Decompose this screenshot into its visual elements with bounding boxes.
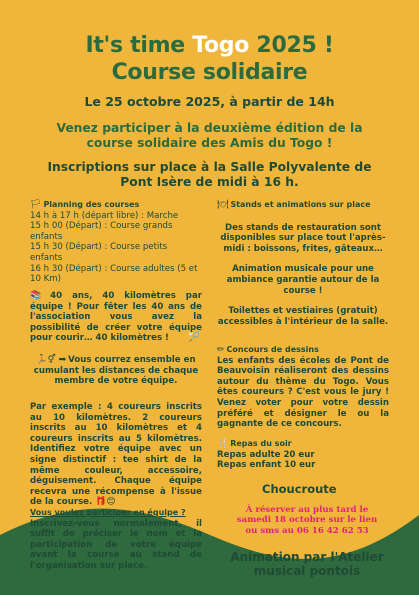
cutlery-icon: 🍴: [217, 439, 229, 449]
runner-arrow-icon: 🏃⚥ ➡: [36, 355, 67, 365]
example-section: Par exemple : 4 coureurs inscrits au 10 kilomètres. 2 coureurs inscrits au 10 kilomètres et 4 coureurs inscrits au 5 kilomètres. Identifiez votre équipe avec un signe distinctif : tee shirt de la même couleur, accessoire, déguisement. Chaque équipe recevra une récompense à l'issue de la course. 🎁😊: [30, 402, 202, 508]
music-animation: Animation par l'Atelier musical pontois: [230, 550, 384, 578]
reservation-info: À réserver au plus tard le samedi 18 octobre sur le lien ou sms au 06 16 42 62 53: [236, 505, 378, 536]
plate-icon: 🍽: [217, 200, 229, 210]
registration-info: Inscriptions sur place à la Salle Polyvalente de Pont Isère de midi à 16 h.: [47, 160, 372, 189]
pencil-icon: ✏: [217, 345, 225, 355]
badminton-icon: 🏸: [188, 333, 200, 344]
stands-section: 🍽 Stands et animations sur place Des stands de restauration sont disponibles sur place tout l'après-midi : boissons, frites, gâteaux… Animation musicale pour une ambiance garantie autour de la course ! Toilettes et vestiaires (gratuit) accessibles à l'intérieur de la salle.: [217, 200, 389, 327]
planning-section: 🏳 Planning des courses 14 h à 17 h (départ libre) : Marche 15 h 00 (Départ) : Course grands enfants 15 h 30 (Départ) : Course petits enfants 16 h 30 (Départ) : Course adultes (5 et 10 Km): [30, 200, 198, 285]
gift-smile-icon: 🎁😊: [95, 497, 116, 508]
together-section: 🏃⚥ ➡ Vous courrez ensemble en cumulant les distances de chaque membre de votre équipe.: [33, 355, 199, 387]
team-participation-section: Vous voulez participer en équipe ? Inscrivez-vous normalement, il suffit de préciser le nom et la participation de votre équipe avant la course au stand de l'organisation sur place.: [30, 508, 202, 571]
subtitle: Course solidaire: [111, 60, 308, 85]
books-icon: 📚: [30, 291, 49, 301]
main-title: It's time Togo 2025 !: [85, 33, 334, 58]
choucroute-label: Choucroute: [262, 482, 337, 496]
invitation: Venez participer à la deuxième édition de la course solidaire des Amis du Togo !: [56, 121, 363, 150]
anniversary-section: 📚 40 ans, 40 kilomètres par équipe ! Pour fêter les 40 ans de l'association vous avez la possibilité de créer votre équipe pour courir… 40 kilomètres ! 🏸: [30, 291, 202, 344]
drawing-contest-section: ✏ Concours de dessins Les enfants des écoles de Pont de Beauvoisin réaliseront des dessins autour du thème du Togo. Vous êtes coureurs ? C'est vous le jury ! Venez voter pour votre dessin préféré et désigner le ou la gagnante de ce concours.: [217, 345, 389, 430]
meals-section: 🍴 Repas du soir Repas adulte 20 eur Repas enfant 10 eur: [217, 439, 316, 471]
event-date: Le 25 octobre 2025, à partir de 14h: [84, 94, 335, 109]
flag-icon: 🏳: [30, 200, 42, 210]
